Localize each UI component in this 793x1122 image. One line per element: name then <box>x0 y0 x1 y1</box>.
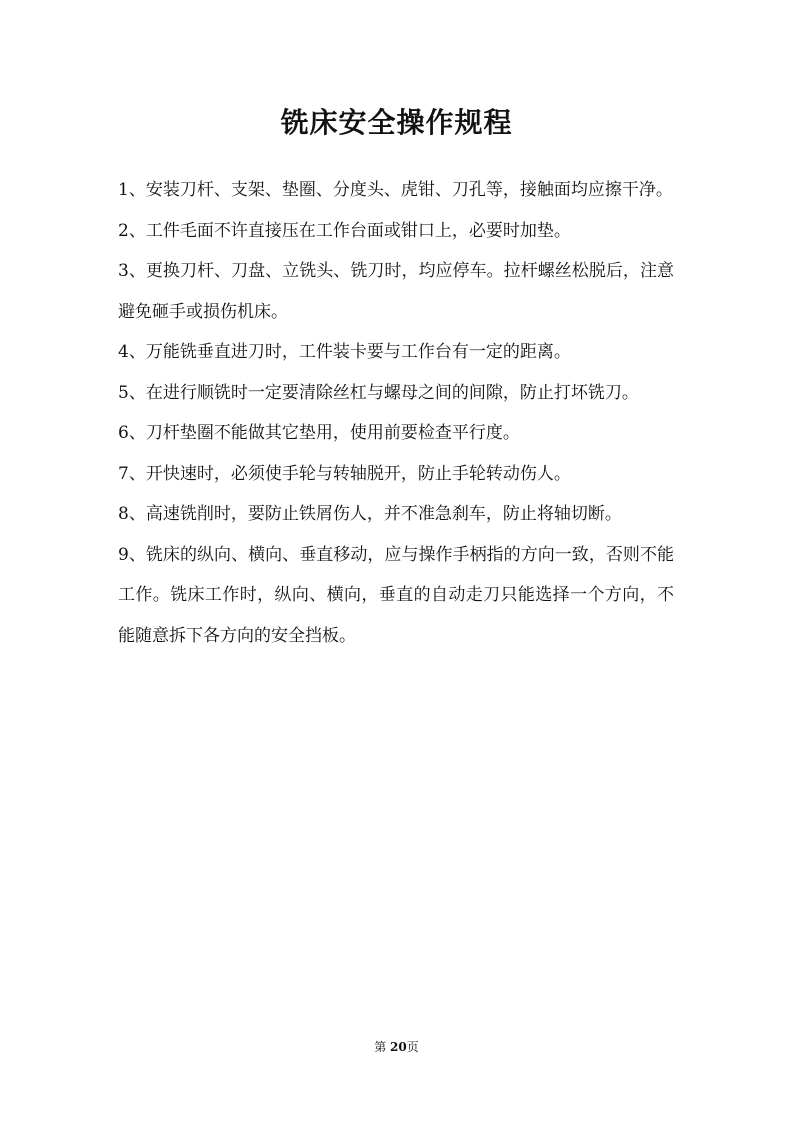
page-number-prefix: 第 <box>374 1040 391 1054</box>
page-footer <box>0 1038 793 1056</box>
page-number: 20 <box>390 1040 407 1054</box>
list-item: 8、高速铣削时，要防止铁屑伤人，并不准急刹车，防止将轴切断。 <box>118 504 622 524</box>
page-title: 铣床安全操作规程 <box>280 106 513 139</box>
list-item: 1、安装刀杆、支架、垫圈、分度头、虎钳、刀孔等，接触面均应擦干净。 <box>118 180 673 200</box>
list-item: 7、开快速时，必须使手轮与转轴脱开，防止手轮转动伤人。 <box>118 463 571 484</box>
list-item: 9、铣床的纵向、横向、垂直移动，应与操作手柄指的方向一致，否则不能工作。铣床工作时，纵向、横向，垂直的自动走刀只能选择一个方向，不能随意拆下各方向的安全挡板。 <box>118 544 674 646</box>
list-item: 3、更换刀杆、刀盘、立铣头、铣刀时，均应停车。拉杆螺丝松脱后，注意避免砸手或损伤机床。 <box>118 261 674 322</box>
list-item: 2、工件毛面不许直接压在工作台面或钳口上，必要时加垫。 <box>118 220 571 241</box>
list-item: 5、在进行顺铣时一定要清除丝杠与螺母之间的间隙，防止打坏铣刀。 <box>118 382 639 403</box>
list-item: 4、万能铣垂直进刀时，工件装卡要与工作台有一定的距离。 <box>118 342 571 362</box>
document-body <box>118 170 674 656</box>
page-number-suffix: 页 <box>406 1040 419 1054</box>
list-item: 6、刀杆垫圈不能做其它垫用，使用前要检查平行度。 <box>118 423 520 443</box>
